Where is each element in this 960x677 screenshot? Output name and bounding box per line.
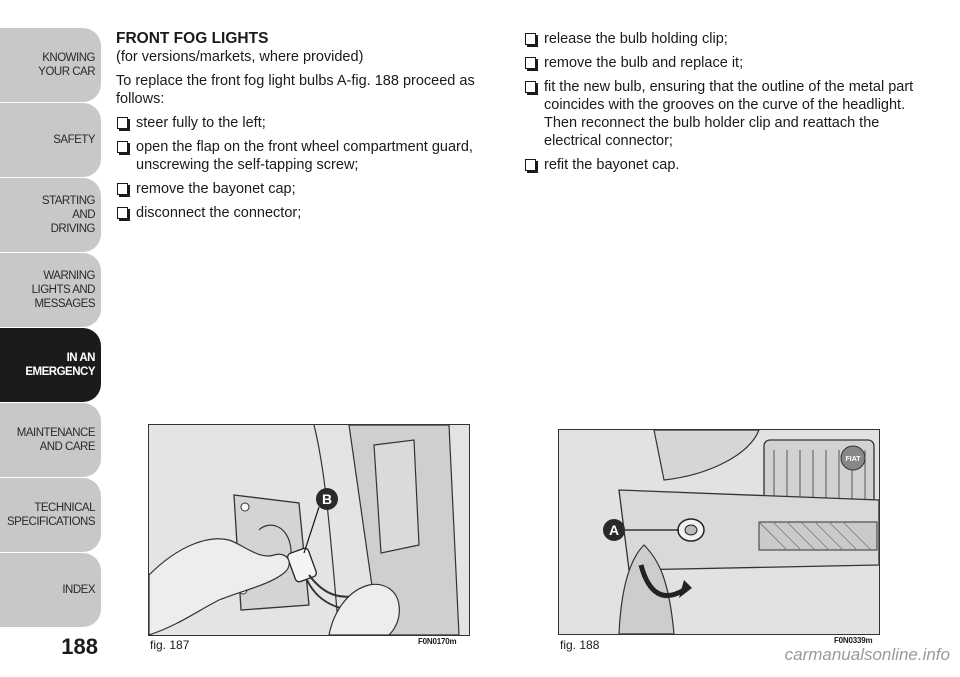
content-left-column	[116, 30, 506, 228]
page-number: 188	[61, 634, 98, 659]
tab-in-an-emergency[interactable]: IN AN EMERGENCY	[0, 328, 101, 402]
intro-paragraph: To replace the front fog light bulbs A-fig. 188 proceed as follows:	[116, 73, 475, 107]
content-right-column	[524, 30, 924, 180]
figure-187-code: F0N0170m	[418, 637, 457, 646]
svg-text:B: B	[321, 491, 333, 507]
step-item: fit the new bulb, ensuring that the outline of the metal part coincides with the grooves on the curve of the headlight. Then reconnect the bulb holder clip and reattach the electrical connector;	[524, 78, 924, 150]
step-item: refit the bayonet cap.	[524, 156, 924, 174]
figure-188-code: F0N0339m	[834, 636, 873, 645]
step-item: open the flap on the front wheel compartment guard, unscrewing the self-tapping screw;	[116, 138, 506, 174]
step-item: disconnect the connector;	[116, 204, 506, 222]
tab-safety[interactable]: SAFETY	[0, 103, 101, 177]
svg-text:A: A	[608, 522, 620, 538]
figure-188-illustration	[558, 429, 880, 635]
step-item: release the bulb holding clip;	[524, 30, 924, 48]
step-list-right	[524, 30, 924, 174]
fiat-badge-text: FIAT	[845, 456, 861, 463]
tab-knowing-your-car[interactable]: KNOWING YOUR CAR	[0, 28, 101, 102]
figure-187-illustration	[148, 424, 470, 636]
tab-starting-and-driving[interactable]: STARTING AND DRIVING	[0, 178, 101, 252]
tab-maintenance-and-care[interactable]: MAINTENANCE AND CARE	[0, 403, 101, 477]
tab-warning-lights[interactable]: WARNING LIGHTS AND MESSAGES	[0, 253, 101, 327]
figure-188-label: fig. 188	[560, 638, 600, 652]
tab-technical-specifications[interactable]: TECHNICAL SPECIFICATIONS	[0, 478, 101, 552]
tab-index[interactable]: INDEX	[0, 553, 101, 627]
step-list-left	[116, 114, 506, 222]
figure-187-label: fig. 187	[150, 638, 190, 652]
callout-b-marker	[149, 425, 469, 635]
step-item: remove the bayonet cap;	[116, 180, 506, 198]
step-item: remove the bulb and replace it;	[524, 54, 924, 72]
callout-a-marker	[559, 430, 879, 634]
watermark-text: carmanualsonline.info	[784, 645, 950, 664]
section-subheading: (for versions/markets, where provided)	[116, 49, 364, 65]
step-item: steer fully to the left;	[116, 114, 506, 132]
section-heading: FRONT FOG LIGHTS	[116, 30, 269, 47]
